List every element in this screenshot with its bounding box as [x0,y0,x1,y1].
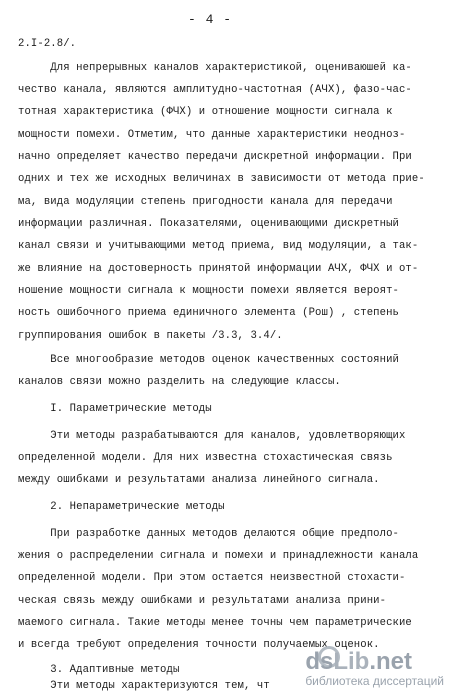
text-line: группирования ошибок в пакеты /3.3, 3.4/. [18,330,283,342]
text-line: между ошибками и результатами анализа линейного сигнала. [18,474,380,486]
text-line: информации различная. Показателями, оценивающими дискретный [18,218,399,230]
text-line: Эти методы разрабатываются для каналов, удовлетворяющих [18,430,406,442]
text-line: Все многообразие методов оценок качественных состояний [18,354,399,366]
text-line: ма, вида модуляции степень пригодности канала для передачи [18,196,393,208]
text-line: тотная характеристика (ФЧХ) и отношение мощности сигнала к [18,106,393,118]
text-line: ношение мощности сигнала к мощности помехи является вероят- [18,285,399,297]
section-heading: 2. Непараметрические методы [18,501,225,513]
text-line: мощности помехи. Отметим, что данные характеристики неодноз- [18,129,406,141]
section-heading: I. Параметрические методы [18,403,212,415]
watermark-tagline: библиотека диссертаций [305,674,444,688]
text-line: 2.I-2.8/. [18,38,77,50]
text-line: При разработке данных методов делаются общие предполо- [18,528,399,540]
text-line: определенной модели. Для них известна стохастическая связь [18,452,393,464]
text-line: каналов связи можно разделить на следующие классы. [18,376,341,388]
text-line: Для непрерывных каналов характеристикой, оцениваюшей ка- [18,62,412,74]
watermark-logo: dsLib.net [305,648,412,675]
text-line: жения о распределении сигнала и помехи и принадлежности канала [18,550,419,562]
text-line: определенной модели. При этом остается неизвестной стохасти- [18,572,406,584]
text-line: одних и тех же исходных величинах в зависимости от метода прие- [18,173,425,185]
text-line: канал связи и учитывающими метод приема, вид модуляции, а так- [18,240,419,252]
section-heading: 3. Адаптивные методы [18,664,180,676]
text-line: Эти методы характеризуются тем, чт [18,680,270,692]
text-line: маемого сигнала. Такие методы менее точны чем параметрические [18,617,412,629]
page-number: - 4 - [188,12,233,27]
text-line: ность ошибочного приема единичного элемента (Pош) , степень [18,307,399,319]
text-line: ческая связь между ошибками и результатами анализа прини- [18,595,387,607]
text-line: же влияние на достоверность принятой информации АЧХ, ФЧХ и от- [18,263,419,275]
text-line: чество канала, являются амплитудно-частотная (АЧХ), фазо-час- [18,84,412,96]
text-line: и всегда требуют определения точности получаемых оценок. [18,639,380,651]
text-line: начно определяет качество передачи дискретной информации. При [18,151,412,163]
watermark[interactable] [305,650,444,688]
